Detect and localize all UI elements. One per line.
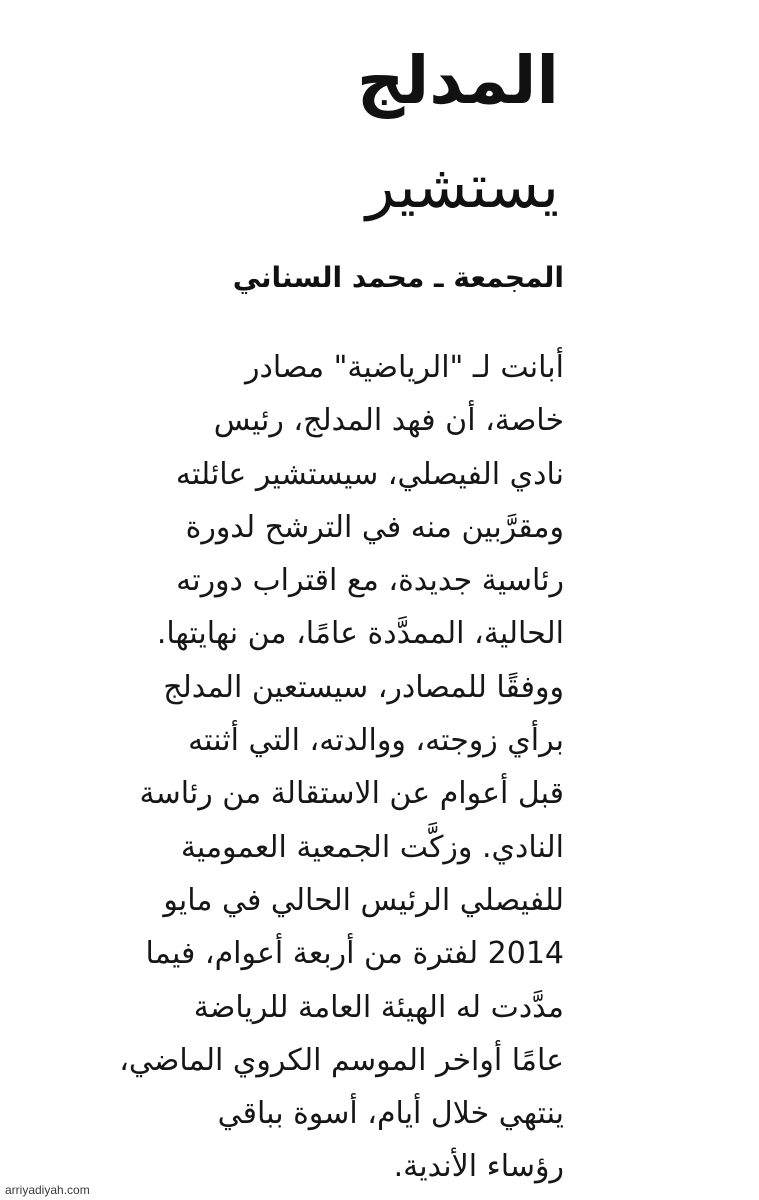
body-line: ومقرَّبين منه في الترشح لدورة [185,509,564,545]
body-line: ينتهي خلال أيام، أسوة بباقي [217,1096,564,1132]
body-line: أبانت لـ "الرياضية" مصادر [245,350,564,385]
body-line: خاصة، أن فهد المدلج، رئيس [213,403,564,439]
headline-main: المدلج [356,42,559,119]
body-line: مدَّدت له الهيئة العامة للرياضة [193,989,564,1025]
body-line: نادي الفيصلي، سيستشير عائلته [175,456,564,492]
body-line: قبل أعوام عن الاستقالة من رئاسة [139,776,564,812]
body-line: برأي زوجته، ووالدته، التي أثنته [188,723,564,759]
body-line: الحالية، الممدَّدة عامًا، من نهايتها. [156,616,564,652]
body-line: النادي. وزكَّت الجمعية العمومية [180,829,564,865]
site-watermark: arriyadiyah.com [5,1183,90,1197]
body-line: رئاسية جديدة، مع اقتراب دورته [176,563,564,599]
body-line: رؤساء الأندية. [393,1149,564,1185]
body-line: 2014 لفترة من أربعة أعوام، فيما [145,936,564,972]
headline-sub: يستشير [365,152,559,222]
body-line: ووفقًا للمصادر، سيستعين المدلج [163,669,564,705]
byline: المجمعة ـ محمد السناني [232,261,564,294]
article-body [44,341,564,1194]
body-line: عامًا أواخر الموسم الكروي الماضي، [119,1042,564,1078]
body-line: للفيصلي الرئيس الحالي في مايو [163,882,564,918]
